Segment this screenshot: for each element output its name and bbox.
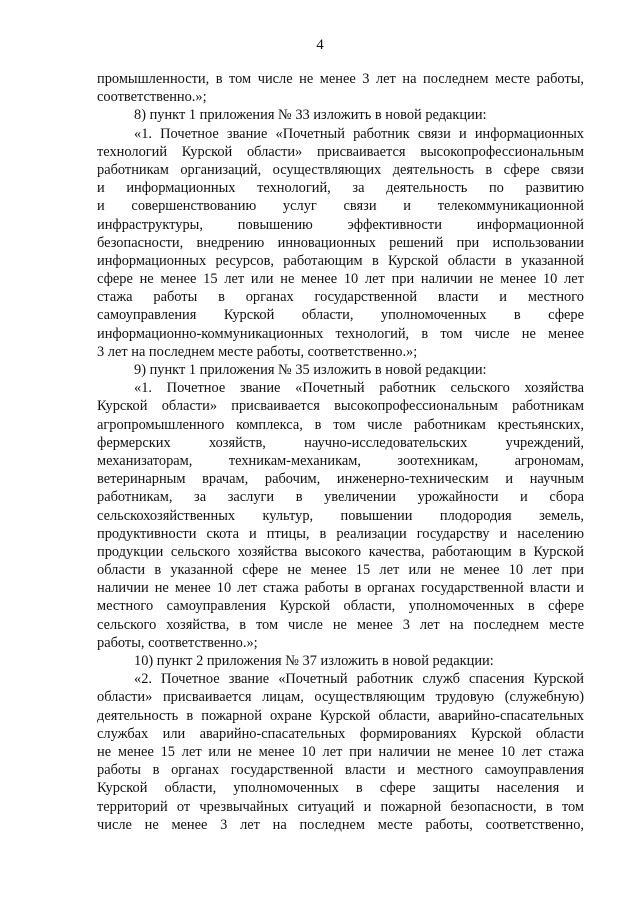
- text-line: числе не менее 3 лет на последнем месте работы, соответственно,: [97, 816, 584, 833]
- text-line: 9) пункт 1 приложения № 35 изложить в новой редакции:: [134, 362, 487, 378]
- text-line: сфере не менее 15 лет или не менее 10 лет при наличии не менее 10 лет: [97, 271, 584, 288]
- text-line: фермерских хозяйств, научно-исследовательских учреждений,: [97, 434, 584, 451]
- text-line: технологий Курской области» присваивается высокопрофессиональным: [97, 143, 584, 160]
- text-line: «1. Почетное звание «Почетный работник сельского хозяйства: [134, 380, 584, 397]
- text-line: продуктивности скота и птицы, в реализации государству и населению: [97, 525, 584, 542]
- text-line: области» присваивается лицам, осуществляющим трудовую (служебную): [97, 689, 584, 706]
- text-line: «1. Почетное звание «Почетный работник связи и информационных: [134, 125, 584, 142]
- text-line: сельского хозяйства, в том числе не менее 3 лет на последнем месте: [97, 616, 584, 633]
- text-line: деятельность в пожарной охране Курской области, аварийно-спасательных: [97, 707, 584, 724]
- text-line: инфраструктуры, повышению эффективности информационной: [97, 216, 584, 233]
- text-line: продукции сельского хозяйства высокого качества, работающим в Курской: [97, 543, 584, 560]
- text-line: работы, соответственно.»;: [97, 634, 258, 651]
- text-line: работы в органах государственной власти и местного самоуправления: [97, 762, 584, 779]
- page-number: 4: [316, 37, 324, 53]
- text-line: службах или аварийно-спасательных формированиях Курской области: [97, 725, 584, 742]
- text-line: и совершенствованию услуг связи и телекоммуникационной: [97, 198, 584, 215]
- text-line: механизаторам, техникам-механикам, зоотехникам, агрономам,: [97, 452, 584, 469]
- text-line: Курской области, уполномоченных в сфере защиты населения и: [97, 780, 584, 797]
- text-line: агропромышленного комплекса, в том числе работникам крестьянских,: [97, 416, 584, 433]
- text-line: 8) пункт 1 приложения № 33 изложить в новой редакции:: [134, 107, 487, 124]
- text-line: не менее 15 лет или не менее 10 лет при наличии не менее 10 лет стажа: [97, 743, 584, 760]
- text-line: ветеринарным врачам, рабочим, инженерно-техническим и научным: [97, 471, 584, 488]
- text-line: работникам, за заслуги в увеличении урожайности и сбора: [97, 489, 584, 506]
- text-line: и информационных технологий, за деятельность по развитию: [97, 180, 584, 197]
- text-line: промышленности, в том числе не менее 3 лет на последнем месте работы,: [97, 71, 584, 87]
- text-line: Курской области» присваивается высокопрофессиональным работникам: [97, 398, 584, 415]
- text-line: работникам организаций, осуществляющих деятельность в сфере связи: [97, 161, 584, 178]
- text-line: 10) пункт 2 приложения № 37 изложить в новой редакции:: [134, 653, 494, 669]
- text-line: безопасности, внедрению инновационных решений при использовании: [97, 234, 584, 251]
- text-line: информационно-коммуникационных технологий, в том числе не менее: [97, 325, 584, 342]
- text-line: сельскохозяйственных культур, повышении плодородия земель,: [97, 507, 584, 524]
- text-line: области в указанной сфере не менее 15 лет или не менее 10 лет при: [97, 562, 584, 579]
- text-line: наличии не менее 10 лет стажа работы в органах государственной власти и: [97, 580, 584, 597]
- text-line: соответственно.»;: [97, 89, 207, 106]
- text-line: информационных ресурсов, работающим в Курской области в указанной: [97, 252, 584, 269]
- text-line: местного самоуправления Курской области, уполномоченных в сфере: [97, 598, 584, 615]
- text-line: самоуправления Курской области, уполномоченных в сфере: [97, 307, 584, 324]
- text-line: территорий от чрезвычайных ситуаций и пожарной безопасности, в том: [97, 798, 584, 815]
- document-body: [97, 70, 584, 834]
- text-line: 3 лет на последнем месте работы, соответственно.»;: [97, 343, 418, 360]
- text-line: «2. Почетное звание «Почетный работник служб спасения Курской: [134, 671, 584, 688]
- text-line: стажа работы в органах государственной власти и местного: [97, 289, 584, 306]
